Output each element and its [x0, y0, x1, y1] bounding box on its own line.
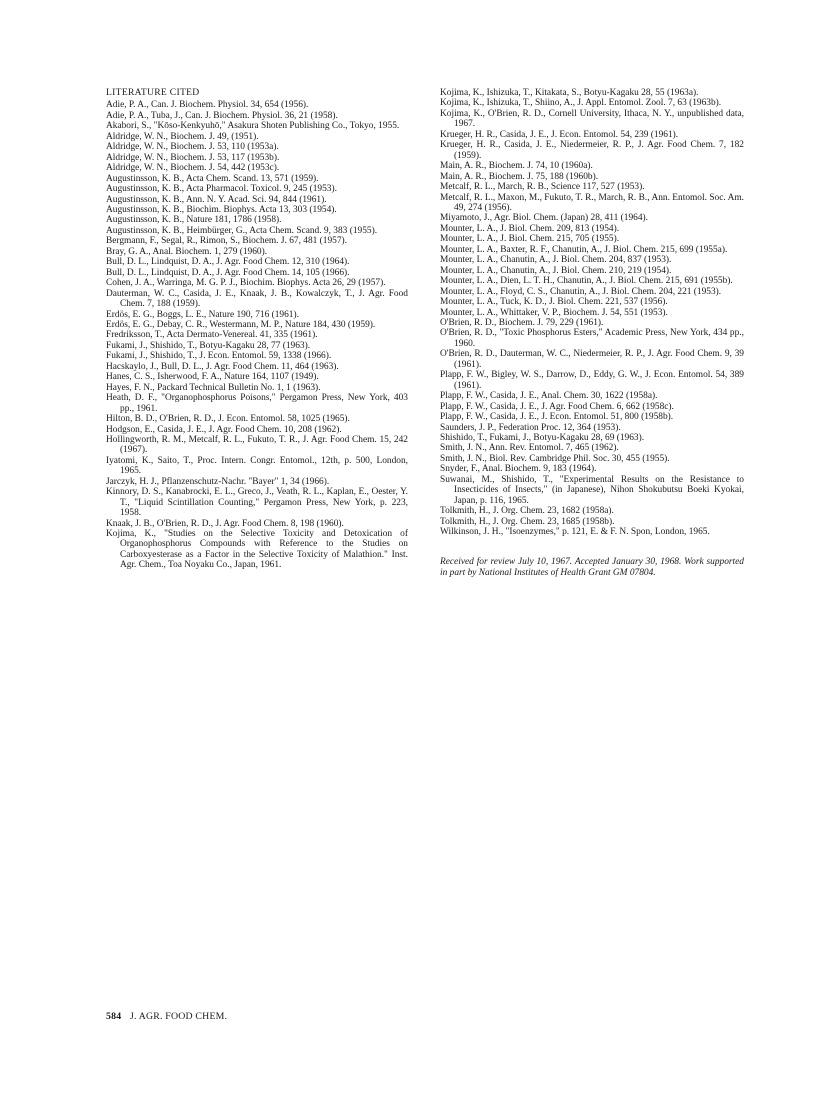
reference-entry: Krueger, H. R., Casida, J. E., J. Econ. Entomol. 54, 239 (1961). [440, 129, 679, 140]
reference-entry: Shishido, T., Fukami, J., Botyu-Kagaku 28, 69 (1963). [440, 432, 645, 443]
section-heading: LITERATURE CITED [106, 87, 200, 98]
reference-entry: Hayes, F. N., Packard Technical Bulletin No. 1, 1 (1963). [106, 382, 321, 393]
reference-entry: Bray, G. A., Anal. Biochem. 1, 279 (1960). [106, 246, 268, 257]
received-note: Received for review July 10, 1967. Accepted January 30, 1968. Work supported in part by National Institutes of Health Grant GM 07804. [440, 557, 744, 578]
reference-entry: Augustinsson, K. B., Acta Pharmacol. Toxicol. 9, 245 (1953). [106, 184, 337, 195]
reference-entry: Mounter, L. A., Tuck, K. D., J. Biol. Chem. 221, 537 (1956). [440, 297, 668, 308]
reference-entry: Mounter, L. A., Floyd, C. S., Chanutin, A., J. Biol. Chem. 204, 221 (1953). [440, 286, 722, 297]
reference-entry: Plapp, F. W., Bigley, W. S., Darrow, D., Eddy, G. W., J. Econ. Entomol. 54, 389 (1961). [440, 370, 744, 391]
reference-entry: Aldridge, W. N., Biochem. J. 53, 110 (1953a). [106, 142, 279, 153]
reference-entry: Mounter, L. A., Chanutin, A., J. Biol. Chem. 210, 219 (1954). [440, 265, 672, 276]
reference-entry: Main, A. R., Biochem. J. 75, 188 (1960b). [440, 171, 599, 182]
reference-entry: Plapp, F. W., Casida, J. E., Anal. Chem. 30, 1622 (1958a). [440, 391, 658, 402]
reference-entry: Akabori, S., "Kōso-Kenkyuhō," Asakura Shoten Publishing Co., Tokyo, 1955. [106, 121, 400, 132]
reference-entry: O'Brien, R. D., Biochem. J. 79, 229 (1961). [440, 317, 604, 328]
reference-entry: Wilkinson, J. H., "Isoenzymes," p. 121, E. & F. N. Spon, London, 1965. [440, 527, 710, 538]
reference-entry: Mounter, L. A., Whittaker, V. P., Biochem. J. 54, 551 (1953). [440, 307, 668, 318]
reference-entry: Snyder, F., Anal. Biochem. 9, 183 (1964). [440, 464, 597, 475]
reference-entry: Tolkmith, H., J. Org. Chem. 23, 1685 (1958b). [440, 516, 615, 527]
reference-entry: Mounter, L. A., Chanutin, A., J. Biol. Chem. 204, 837 (1953). [440, 255, 672, 266]
reference-entry: Bull, D. L., Lindquist, D. A., J. Agr. Food Chem. 12, 310 (1964). [106, 257, 350, 268]
reference-entry: Mounter, L. A., Dien, L. T. H., Chanutin, A., J. Biol. Chem. 215, 691 (1955b). [440, 276, 733, 287]
journal-name: J. AGR. FOOD CHEM. [129, 1011, 228, 1022]
reference-entry: Miyamoto, J., Agr. Biol. Chem. (Japan) 28, 411 (1964). [440, 213, 648, 224]
reference-entry: Jarczyk, H. J., Pflanzenschutz-Nachr. "Bayer" 1, 34 (1966). [106, 476, 330, 487]
reference-entry: Aldridge, W. N., Biochem. J. 53, 117 (1953b). [106, 152, 280, 163]
reference-entry: Kojima, K., "Studies on the Selective Toxicity and Detoxication of Organophosphorus Compounds with Reference to the Studies on Carboxyesterase as a Factor in the Selective Toxicity of Malathion." Inst. Agr. Chem., Toa Noyaku Co., Japan, 1961. [106, 529, 408, 571]
reference-entry: Adie, P. A., Can. J. Biochem. Physiol. 34, 654 (1956). [106, 100, 309, 111]
reference-entry: Krueger, H. R., Casida, J. E., Niedermeier, R. P., J. Agr. Food Chem. 7, 182 (1959). [440, 140, 744, 161]
reference-entry: Dauterman, W. C., Casida, J. E., Knaak, J. B., Kowalczyk, T., J. Agr. Food Chem. 7, 188 (1959). [106, 288, 408, 310]
reference-entry: Cohen, J. A., Warringa, M. G. P. J., Biochim. Biophys. Acta 26, 29 (1957). [106, 278, 386, 289]
reference-entry: Suwanai, M., Shishido, T., "Experimental Results on the Resistance to Insecticides of Insects," (in Japanese), Nihon Shokubutsu Boeki Kyokai, Japan, p. 116, 1965. [440, 474, 744, 506]
reference-entry: Erdös, E. G., Debay, C. R., Westermann, M. P., Nature 184, 430 (1959). [106, 319, 376, 330]
reference-entry: Hacskaylo, J., Bull, D. L., J. Agr. Food Chem. 11, 464 (1963). [106, 361, 339, 372]
reference-entry: O'Brien, R. D., "Toxic Phosphorus Esters," Academic Press, New York, 434 pp., 1960. [440, 328, 744, 349]
reference-entry: Adie, P. A., Tuba, J., Can. J. Biochem. Physiol. 36, 21 (1958). [106, 110, 338, 121]
reference-entry: Kojima, K., Ishizuka, T., Shiino, A., J. Appl. Entomol. Zool. 7, 63 (1963b). [440, 98, 722, 109]
reference-entry: Main, A. R., Biochem. J. 74, 10 (1960a). [440, 161, 593, 172]
reference-entry: Augustinsson, K. B., Biochim. Biophys. Acta 13, 303 (1954). [106, 204, 337, 215]
reference-entry: Augustinsson, K. B., Heimbürger, G., Acta Chem. Scand. 9, 383 (1955). [106, 225, 378, 236]
reference-entry: Mounter, L. A., J. Biol. Chem. 215, 705 (1955). [440, 234, 620, 245]
reference-entry: Augustinsson, K. B., Nature 181, 1786 (1958). [106, 215, 282, 226]
reference-entry: Fukami, J., Shishido, T., Botyu-Kagaku 28, 77 (1963). [106, 340, 311, 351]
reference-entry: Metcalf, R. L., March, R. B., Science 117, 527 (1953). [440, 182, 645, 193]
reference-entry: Erdös, E. G., Boggs, L. E., Nature 190, 716 (1961). [106, 309, 299, 320]
reference-entry: Aldridge, W. N., Biochem. J. 54, 442 (1953c). [106, 163, 280, 174]
reference-entry: Smith, J. N., Biol. Rev. Cambridge Phil. Soc. 30, 455 (1955). [440, 453, 670, 464]
reference-entry: O'Brien, R. D., Dauterman, W. C., Niedermeier, R. P., J. Agr. Food Chem. 9, 39 (1961). [440, 349, 744, 370]
reference-entry: Knaak, J. B., O'Brien, R. D., J. Agr. Food Chem. 8, 198 (1960). [106, 518, 344, 529]
reference-entry: Hanes, C. S., Isherwood, F. A., Nature 164, 1107 (1949). [106, 372, 319, 383]
page-number: 584 [106, 1011, 122, 1022]
reference-entry: Hodgson, E., Casida, J. E., J. Agr. Food Chem. 10, 208 (1962). [106, 424, 342, 435]
reference-entry: Mounter, L. A., J. Biol. Chem. 209, 813 (1954). [440, 223, 620, 234]
reference-entry: Plapp, F. W., Casida, J. E., J. Econ. Entomol. 51, 800 (1958b). [440, 412, 674, 423]
reference-entry: Smith, J. N., Ann. Rev. Entomol. 7, 465 (1962). [440, 443, 619, 454]
reference-entry: Saunders, J. P., Federation Proc. 12, 364 (1953). [440, 422, 621, 433]
reference-entry: Augustinsson, K. B., Acta Chem. Scand. 13, 571 (1959). [106, 173, 319, 184]
reference-entry: Fukami, J., Shishido, T., J. Econ. Entomol. 59, 1338 (1966). [106, 351, 332, 362]
reference-list-left [106, 100, 408, 570]
reference-entry: Hollingworth, R. M., Metcalf, R. L., Fukuto, T. R., J. Agr. Food Chem. 15, 242 (1967). [106, 434, 408, 456]
reference-entry: Bull, D. L., Lindquist, D. A., J. Agr. Food Chem. 14, 105 (1966). [106, 267, 350, 278]
reference-entry: Fredriksson, T., Acta Dermato-Venereal. 41, 335 (1961). [106, 330, 318, 341]
reference-list-right [440, 88, 744, 537]
references-right-column [440, 88, 744, 578]
reference-entry: Kinnory, D. S., Kanabrocki, E. L., Greco, J., Veath, R. L., Kaplan, E., Oester, Y. T., "Liquid Scintillation Counting," Pergamon Press, New York, p. 223, 1958. [106, 487, 408, 519]
reference-entry: Plapp, F. W., Casida, J. E., J. Agr. Food Chem. 6, 662 (1958c). [440, 401, 674, 412]
reference-entry: Iyatomi, K., Saito, T., Proc. Intern. Congr. Entomol., 12th, p. 500, London, 1965. [106, 455, 408, 477]
reference-entry: Bergmann, F., Segal, R., Rimon, S., Biochem. J. 67, 481 (1957). [106, 236, 347, 247]
reference-entry: Heath, D. F., "Organophosphorus Poisons," Pergamon Press, New York, 403 pp., 1961. [106, 393, 408, 414]
reference-entry: Mounter, L. A., Baxter, R. F., Chanutin, A., J. Biol. Chem. 215, 699 (1955a). [440, 244, 728, 255]
reference-entry: Hilton, B. D., O'Brien, R. D., J. Econ. Entomol. 58, 1025 (1965). [106, 414, 350, 425]
reference-entry: Augustinsson, K. B., Ann. N. Y. Acad. Sci. 94, 844 (1961). [106, 194, 327, 205]
reference-entry: Tolkmith, H., J. Org. Chem. 23, 1682 (1958a). [440, 506, 614, 517]
reference-entry: Aldridge, W. N., Biochem. J. 49, (1951). [106, 131, 259, 142]
reference-entry: Metcalf, R. L., Maxon, M., Fukuto, T. R., March, R. B., Ann. Entomol. Soc. Am. 49, 274 (1956). [440, 192, 744, 213]
references-left-column [106, 88, 408, 571]
reference-entry: Kojima, K., Ishizuka, T., Kitakata, S., Botyu-Kagaku 28, 55 (1963a). [440, 88, 699, 98]
page-footer [106, 1011, 227, 1022]
reference-entry: Kojima, K., O'Brien, R. D., Cornell University, Ithaca, N. Y., unpublished data, 1967. [440, 108, 744, 130]
